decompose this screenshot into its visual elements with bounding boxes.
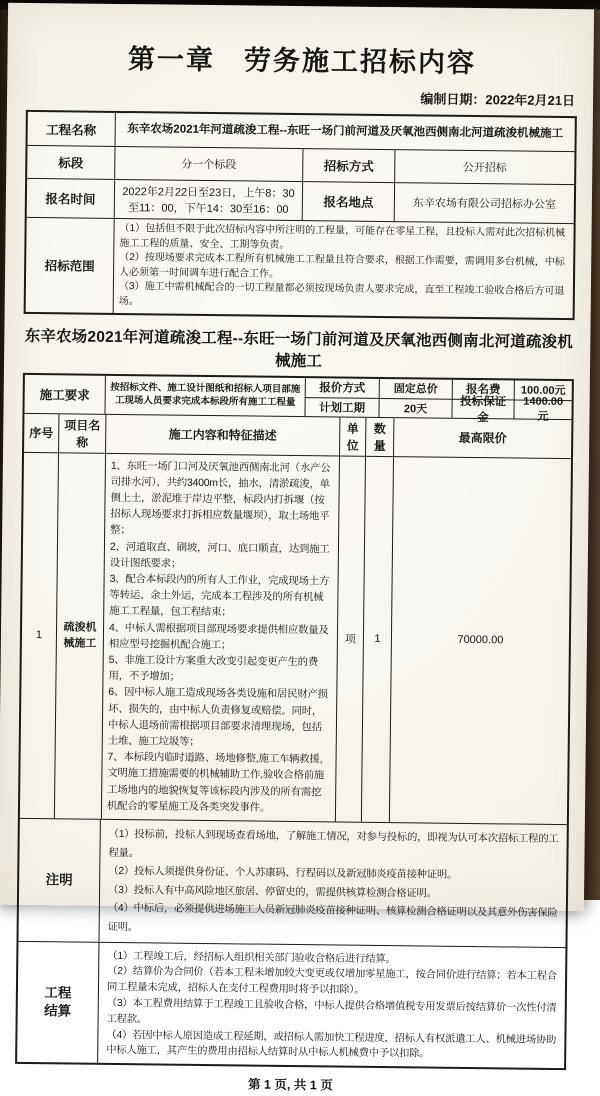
column-header-price: 最高限价	[393, 418, 571, 458]
signup-fee-label: 报名费	[452, 379, 514, 399]
bid-bond-label: 投标保证金	[451, 398, 513, 418]
quote-method-value: 固定总价	[379, 378, 452, 398]
item-desc-line: 5、非施工设计方案重大改变引起变更产生的费用，不予增加；	[108, 654, 319, 683]
item-row	[20, 451, 571, 824]
settlement-line: （2）结算价为合同价（若本工程未增加较大变更或仅增加零星施工，按合同价进行结算；若本工程合同工程量未完成，招标人在支付工程费用时将予以扣除）。	[106, 966, 557, 996]
note-line: （1）投标前，投标人到现场查看场地，了解施工情况，对参与投标的，即视为认可本次招标工程的工程量。	[108, 828, 559, 859]
settlement-line: （3）本工程费用结算于工程竣工且验收合格，中标人提供合格增值税专用发票后按结算价一次性付清工程款。	[106, 997, 557, 1026]
quote-method-label: 报价方式	[305, 378, 379, 398]
signup-place-value: 东辛农场有限公司招标办公室	[394, 183, 574, 223]
compile-date: 编制日期：2022年2月21日	[420, 91, 576, 109]
notes-content	[98, 820, 566, 947]
column-header-unit: 单位	[339, 417, 365, 455]
column-header-no: 序号	[29, 426, 54, 441]
section-label: 标段	[58, 156, 84, 171]
item-desc-line: 1、东旺一场门口河及厌氧池西侧南北河（水产公司排水河），共约3400m长，抽水，清淤疏浚，单侧上土，淤泥堆于岸边平整，标段内打拆堰（按招标人现场要求打拆相应数量堰坝），取土场地平整；	[110, 460, 331, 537]
table-row	[27, 145, 574, 184]
column-header-qty: 数量	[365, 417, 393, 455]
bid-items-table	[15, 372, 574, 1070]
bid-scope-label: 招标范围	[44, 258, 95, 274]
construction-requirement-row	[24, 374, 571, 424]
note-line: （2）投标人须提供身份证、个人苏康码、行程码以及新冠肺炎疫苗接种证明。	[108, 866, 458, 882]
bid-method-value: 公开招标	[394, 150, 574, 184]
project-info-table	[24, 110, 577, 320]
signup-fee-value: 100.00元	[514, 380, 572, 400]
bid-scope-value: （1）包括但不限于此次招标内容中所注明的工程量，可能存在零星工程，且投标人需对此次招标机械施工工程的质量、安全、工期等负责。 （2）按现场要求完成本工程所有机械施工工程量且符合要求，根据工作需要，需调用多台机械，中标人必须第一时间调车进行配合工作。 （3）施工中需机械配合的一切工程量都必须按现场负责人要求完成，直至工程竣工验收合格后方可退场。	[113, 219, 574, 318]
item-desc-line: 3、配合本标段内的所有人工作业，完成现场土方等转运、余土外运，完成本工程涉及的所有机械施工工程量，包工程结束；	[109, 573, 330, 619]
requirement-value: 按招标文件、施工设计图纸和招标人项目部施工现场人员要求完成本标段所有施工工程量	[104, 375, 304, 415]
items-header-row	[24, 412, 571, 457]
project-name-label: 工程名称	[46, 122, 97, 138]
column-header-desc: 施工内容和特征描述	[105, 414, 339, 455]
item-desc-line: 6、因中标人施工造成现场各类设施和居民财产损坏、损失的，由中标人负责修复或赔偿。同时，中标人退场前需根据项目部要求清理现场，包括土堆、施工垃圾等；	[107, 687, 328, 748]
note-line: （3）投标人有中高风险地区旅居、停留史的，需提供核算检测合格证明。	[108, 884, 437, 900]
page-title: 第一章 劳务施工招标内容	[127, 44, 477, 79]
item-qty: 1	[361, 456, 393, 822]
note-line: （4）中标后，必须提供进场施工人员新冠肺炎疫苗接种证明、核算检测合格证明以及其意外伤害保险证明。	[107, 903, 558, 934]
item-name: 疏浚机械施工	[54, 453, 105, 819]
table-row	[27, 178, 574, 223]
planned-duration-label: 计划工期	[304, 397, 378, 417]
planned-duration-value: 20天	[378, 397, 451, 417]
settlement-line: （4）若因中标人原因造成工程延期，或招标人需加快工程进度，招标人有权派遣工人、机械进场协助中标人施工，其产生的费用由招标人结算时从中标人机械费中予以扣除。	[106, 1029, 557, 1060]
section-heading: 东辛农场2021年河道疏浚工程--东旺一场门前河道及厌氧池西侧南北河道疏浚机械施工	[24, 327, 574, 370]
settlement-row	[17, 940, 565, 1068]
document-page	[0, 3, 594, 1093]
item-desc-line: 2、河道取直、刷坡，河口、底口顺直，达到施工设计图纸要求；	[109, 541, 330, 570]
bid-method-label: 招标方式	[302, 149, 394, 182]
table-row	[28, 112, 575, 151]
signup-place-label: 报名地点	[302, 182, 394, 221]
table-row	[26, 217, 574, 318]
signup-time-label: 报名时间	[45, 192, 96, 207]
item-desc-line: 4、中标人需根据项目部现场要求提供相应数量及相应型号挖掘机配合施工；	[108, 622, 329, 652]
page-number: 第 1 页, 共 1 页	[247, 1077, 333, 1093]
item-no: 1	[35, 629, 43, 642]
item-max-price: 70000.00	[389, 457, 571, 824]
bid-bond-value: 1400.00元	[513, 399, 571, 419]
settlement-line: （1）工程竣工后，经招标人组织相关部门验收合格后进行结算。	[107, 950, 396, 965]
item-desc-line: 7、本标段内临时道路、场地修整,施工车辆救援,文明施工措施需要的机械辅助工作,验收合格前施工场地内的地貌恢复等该标段内涉及的所有需挖机配合的零星施工及各类突发事件。	[106, 752, 325, 814]
notes-label: 注明	[45, 872, 73, 888]
settlement-content	[97, 942, 565, 1068]
section-value: 分一个标段	[114, 147, 302, 181]
requirement-label: 施工要求	[39, 387, 90, 403]
column-header-name: 项目名称	[58, 414, 105, 453]
notes-row	[18, 818, 566, 947]
project-name-value: 东辛农场2021年河道疏浚工程--东旺一场门前河道及厌氧池西侧南北河道疏浚机械施工	[115, 113, 575, 151]
item-description	[101, 453, 339, 821]
signup-time-value: 2022年2月22日至23日，上午8：30至11：00，下午14：30至16：00	[114, 180, 302, 220]
settlement-label: 工程 结算	[44, 985, 72, 1019]
item-unit: 项	[335, 456, 365, 822]
